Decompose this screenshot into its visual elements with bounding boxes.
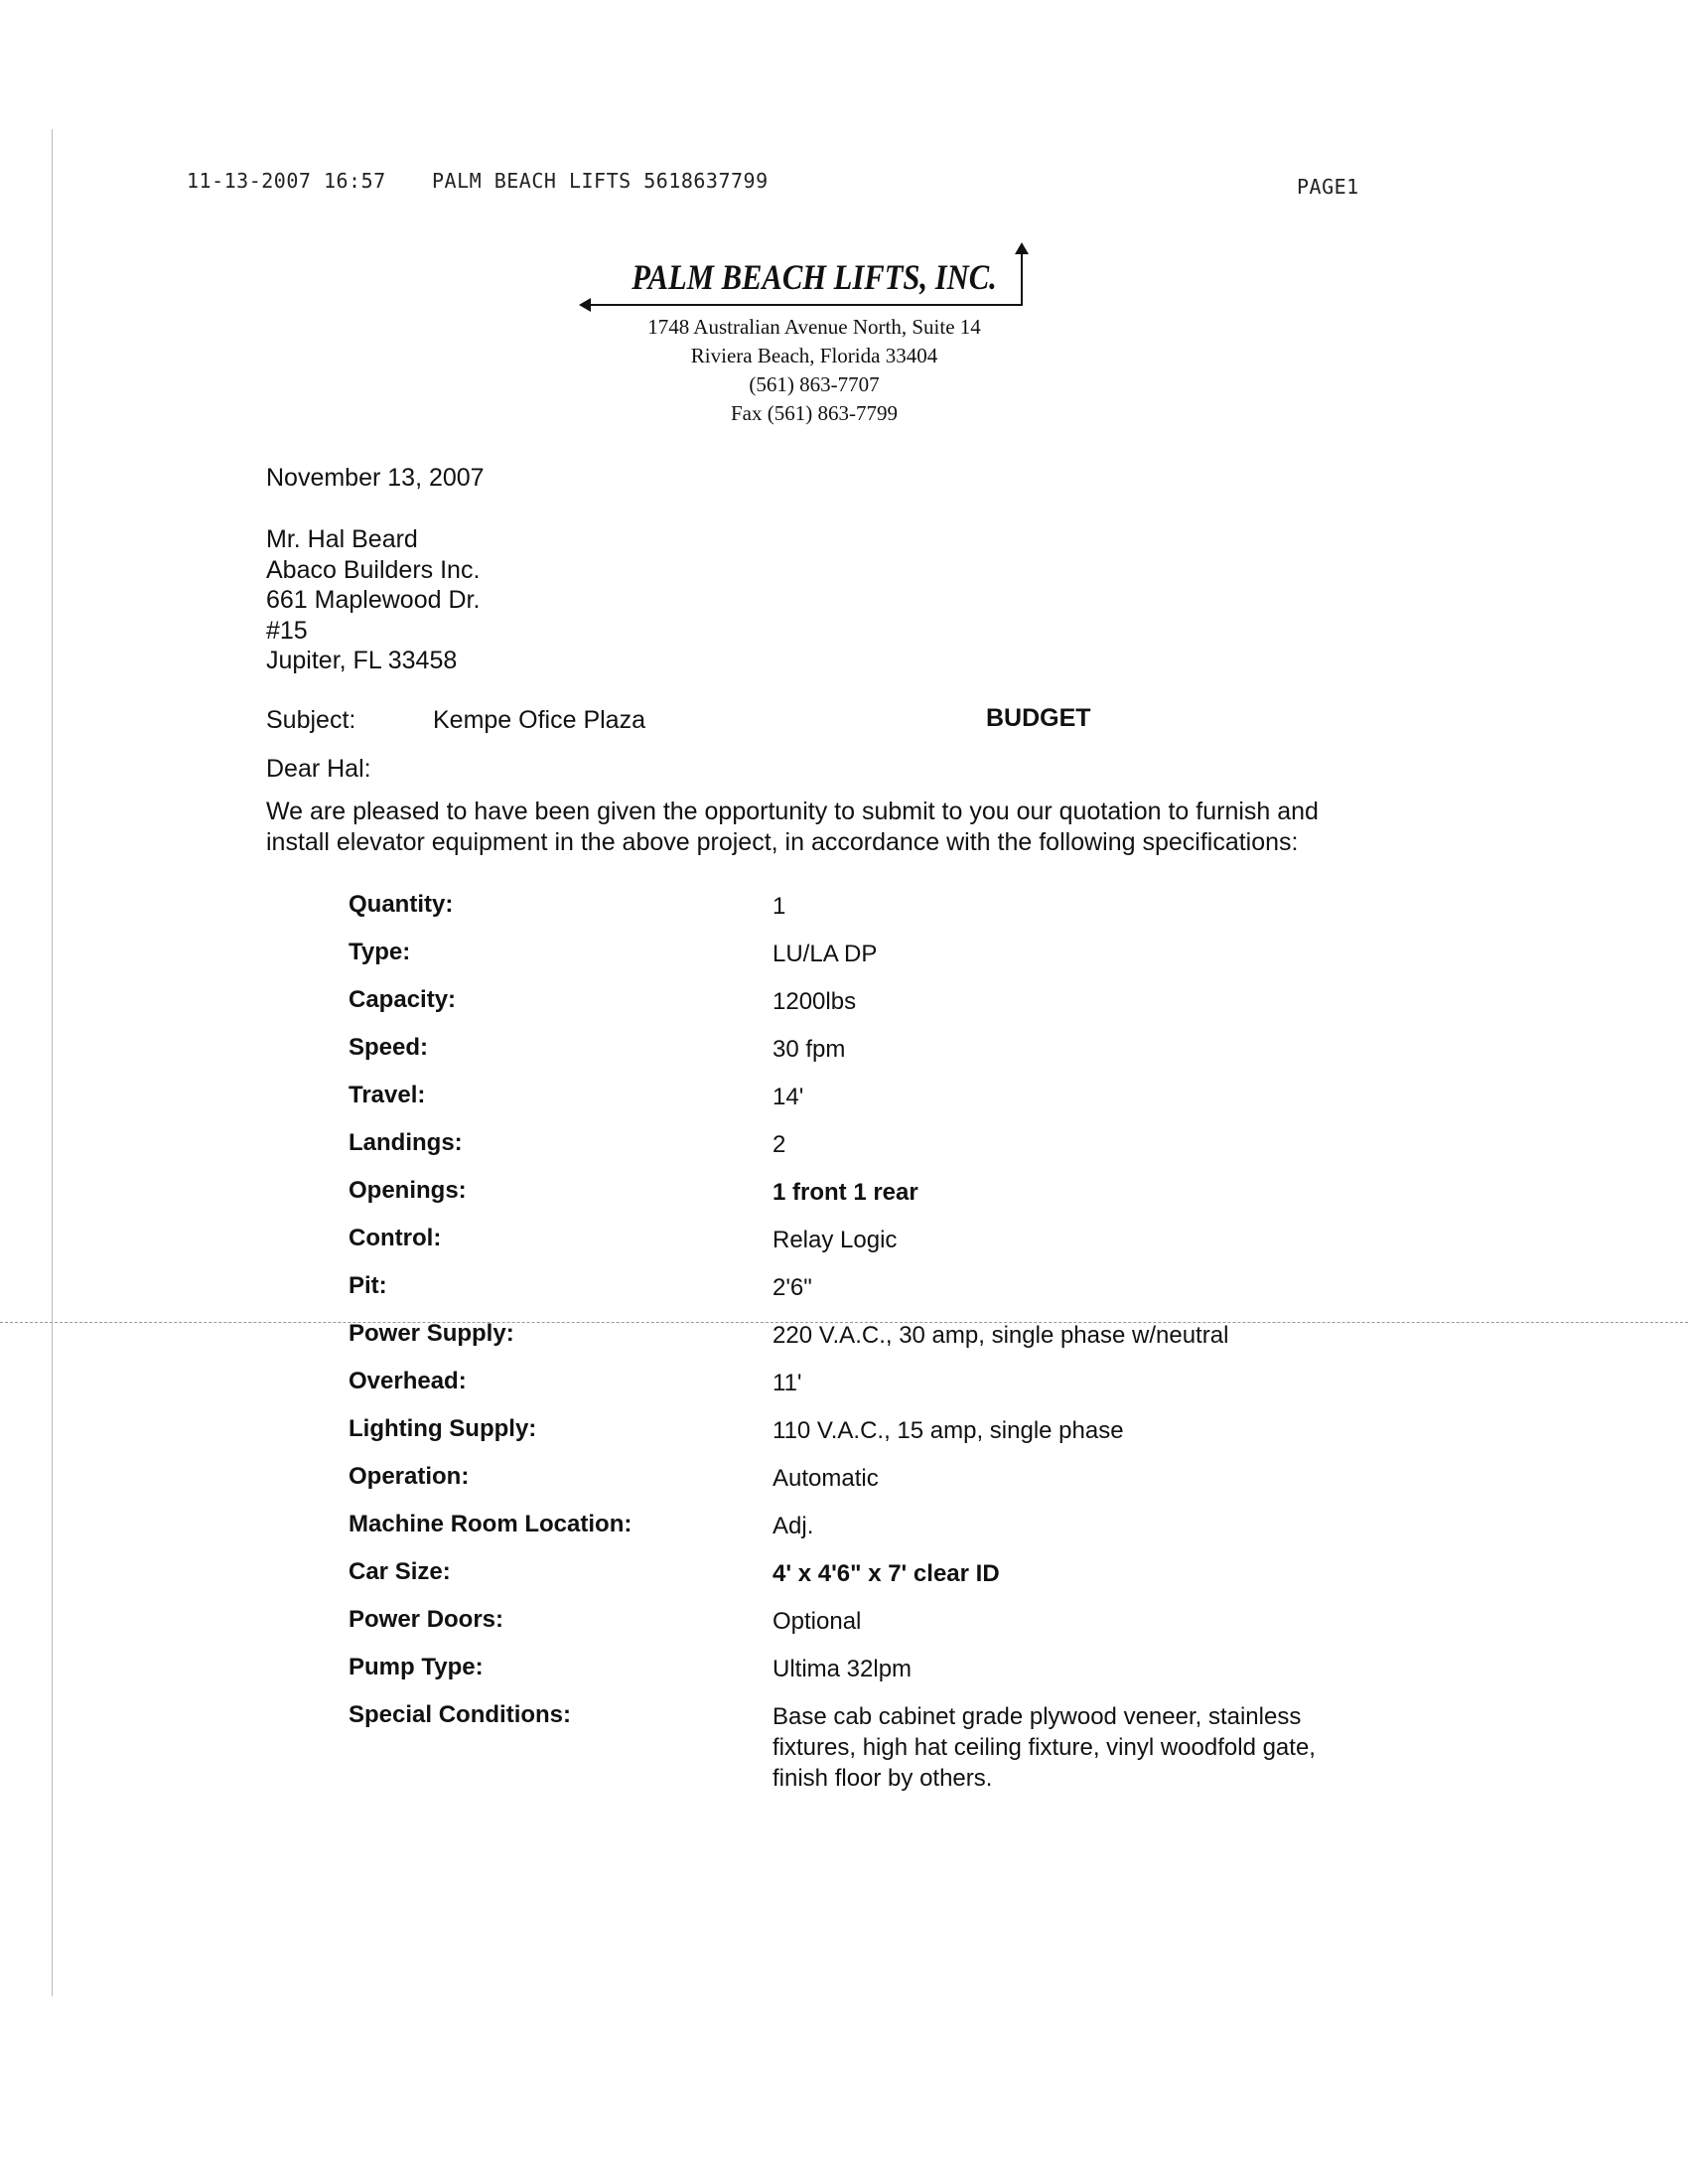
specifications-list [349,891,1441,1801]
fax-timestamp: 11-13-2007 16:57 [187,169,386,193]
logo-bracket [1021,248,1023,306]
spec-row-power-supply [349,1320,1441,1368]
company-logo: PALM BEACH LIFTS, INC. [632,257,997,297]
spec-label: Power Doors: [349,1606,504,1633]
spec-value: Automatic [773,1465,879,1492]
salutation: Dear Hal: [266,755,371,783]
spec-label: Pump Type: [349,1654,484,1680]
spec-label: Lighting Supply: [349,1415,537,1442]
spec-row-machine-room [349,1511,1441,1558]
spec-row-overhead [349,1368,1441,1415]
spec-value: Adj. [773,1513,814,1539]
recipient-unit: #15 [266,616,308,645]
spec-value: 4' x 4'6" x 7' clear ID [773,1560,1000,1587]
address-line: 1748 Australian Avenue North, Suite 14 [647,315,981,339]
spec-label: Landings: [349,1129,463,1156]
spec-row-special-conditions [349,1701,1441,1801]
spec-row-openings [349,1177,1441,1225]
letterhead-address [0,313,1628,428]
spec-label: Machine Room Location: [349,1511,633,1537]
spec-label: Speed: [349,1034,429,1061]
spec-value: Ultima 32lpm [773,1656,913,1682]
budget-tag: BUDGET [986,704,1091,732]
spec-value: 30 fpm [773,1036,846,1063]
logo-underline [586,304,1023,306]
spec-label: Car Size: [349,1558,451,1585]
spec-label: Openings: [349,1177,467,1204]
spec-label: Special Conditions: [349,1701,572,1728]
spec-row-car-size [349,1558,1441,1606]
spec-value: 110 V.A.C., 15 amp, single phase [773,1417,1124,1444]
spec-label: Operation: [349,1463,470,1490]
spec-row-operation [349,1463,1441,1511]
spec-label: Power Supply: [349,1320,514,1347]
spec-label: Overhead: [349,1368,467,1394]
spec-row-travel [349,1082,1441,1129]
spec-value: 11' [773,1370,802,1396]
spec-row-quantity [349,891,1441,939]
recipient-company: Abaco Builders Inc. [266,555,481,584]
spec-row-type [349,939,1441,986]
spec-value: Base cab cabinet grade plywood veneer, stainless fixtures, high hat ceiling fixture, vinyl woodfold gate, finish floor by others. [773,1703,1316,1792]
spec-label: Control: [349,1225,442,1251]
spec-value: 1 [773,893,786,920]
spec-value: 1200lbs [773,988,857,1015]
spec-label: Capacity: [349,986,457,1013]
spec-value: 2'6" [773,1274,812,1301]
spec-value: 2 [773,1131,786,1158]
spec-row-pump-type [349,1654,1441,1701]
letter-date: November 13, 2007 [266,464,485,492]
spec-label: Pit: [349,1272,387,1299]
spec-row-landings [349,1129,1441,1177]
fax-line: Fax (561) 863-7799 [731,401,898,425]
spec-label: Type: [349,939,411,965]
logo-arrow-up-icon [1015,242,1029,254]
intro-line: install elevator equipment in the above project, in accordance with the following specifications: [266,827,1299,856]
spec-row-power-doors [349,1606,1441,1654]
recipient-block [266,524,480,676]
spec-row-pit [349,1272,1441,1320]
spec-value: 1 front 1 rear [773,1179,918,1206]
spec-value: 14' [773,1084,804,1110]
recipient-street: 661 Maplewood Dr. [266,586,481,615]
fax-sender: PALM BEACH LIFTS 5618637799 [432,169,769,193]
spec-label: Quantity: [349,891,454,918]
spec-row-capacity [349,986,1441,1034]
subject-value: Kempe Ofice Plaza [433,706,645,734]
subject-label: Subject: [266,706,356,734]
spec-value: Relay Logic [773,1227,898,1253]
spec-value: LU/LA DP [773,941,878,967]
fax-page: PAGE1 [1297,175,1359,199]
address-line: Riviera Beach, Florida 33404 [690,344,938,367]
spec-row-lighting-supply [349,1415,1441,1463]
intro-line: We are pleased to have been given the opportunity to submit to you our quotation to furnish and [266,798,1319,825]
intro-paragraph [266,797,1438,857]
phone-line: (561) 863-7707 [749,372,880,396]
spec-value: 220 V.A.C., 30 amp, single phase w/neutral [773,1322,1229,1349]
recipient-name: Mr. Hal Beard [266,525,418,553]
logo-arrow-left-icon [579,298,591,312]
spec-value: Optional [773,1608,862,1635]
recipient-city: Jupiter, FL 33458 [266,647,458,675]
spec-row-control [349,1225,1441,1272]
spec-row-speed [349,1034,1441,1082]
spec-label: Travel: [349,1082,426,1108]
